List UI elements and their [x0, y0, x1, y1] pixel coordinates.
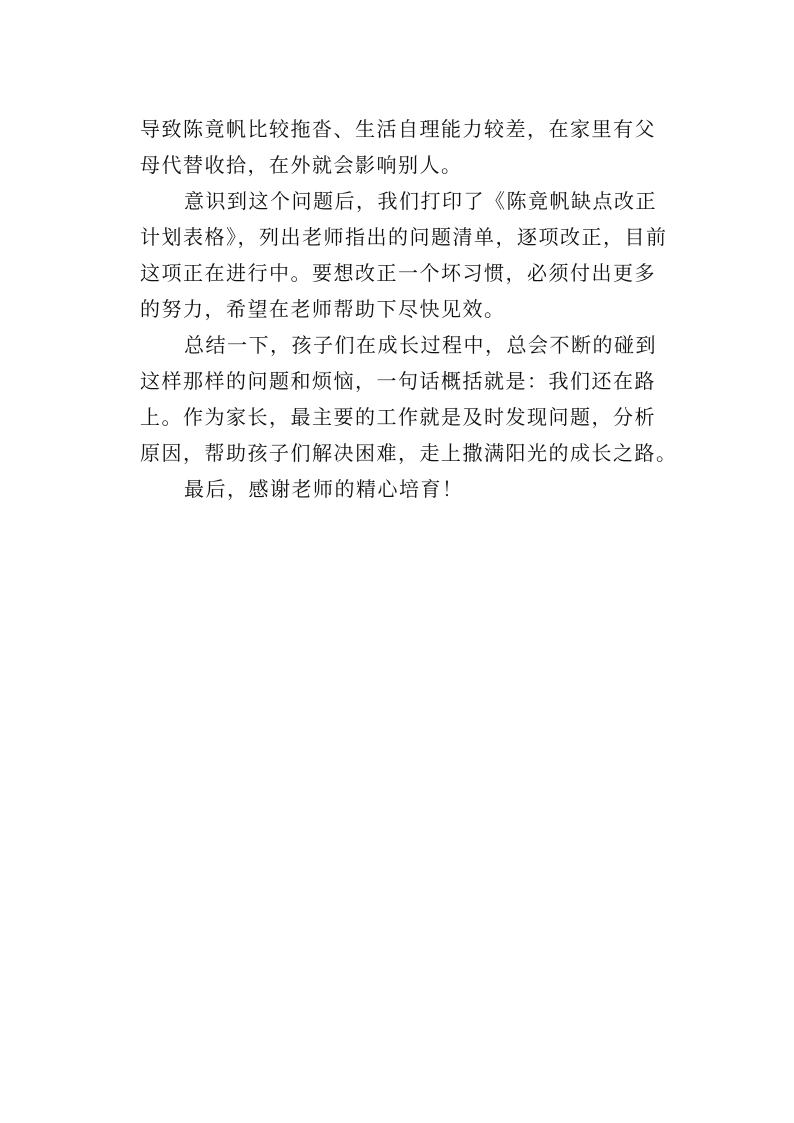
paragraph-line: 的努力，希望在老师帮助下尽快见效。	[140, 297, 506, 321]
paragraph-line: 总结一下，孩子们在成长过程中，总会不断的碰到	[184, 333, 657, 357]
paragraph-1	[140, 111, 680, 183]
paragraph-line: 上。作为家长，最主要的工作就是及时发现问题，分析	[140, 405, 656, 429]
paragraph-2	[140, 183, 680, 327]
paragraph-line: 意识到这个问题后，我们打印了《陈竟帆缺点改正	[184, 189, 657, 213]
paragraph-line: 导致陈竟帆比较拖沓、生活自理能力较差，在家里有父	[140, 117, 656, 141]
document-body	[140, 111, 680, 507]
paragraph-line: 这样那样的问题和烦恼，一句话概括就是：我们还在路	[140, 369, 656, 393]
paragraph-line: 原因，帮助孩子们解决困难，走上撒满阳光的成长之路。	[140, 441, 678, 465]
paragraph-3	[140, 327, 680, 471]
paragraph-line: 计划表格》，列出老师指出的问题清单，逐项改正，目前	[140, 225, 668, 249]
paragraph-4	[140, 471, 680, 507]
paragraph-line: 母代替收拾，在外就会影响别人。	[140, 153, 463, 177]
paragraph-line: 这项正在进行中。要想改正一个坏习惯，必须付出更多	[140, 261, 656, 285]
paragraph-line: 最后，感谢老师的精心培育！	[184, 477, 464, 501]
